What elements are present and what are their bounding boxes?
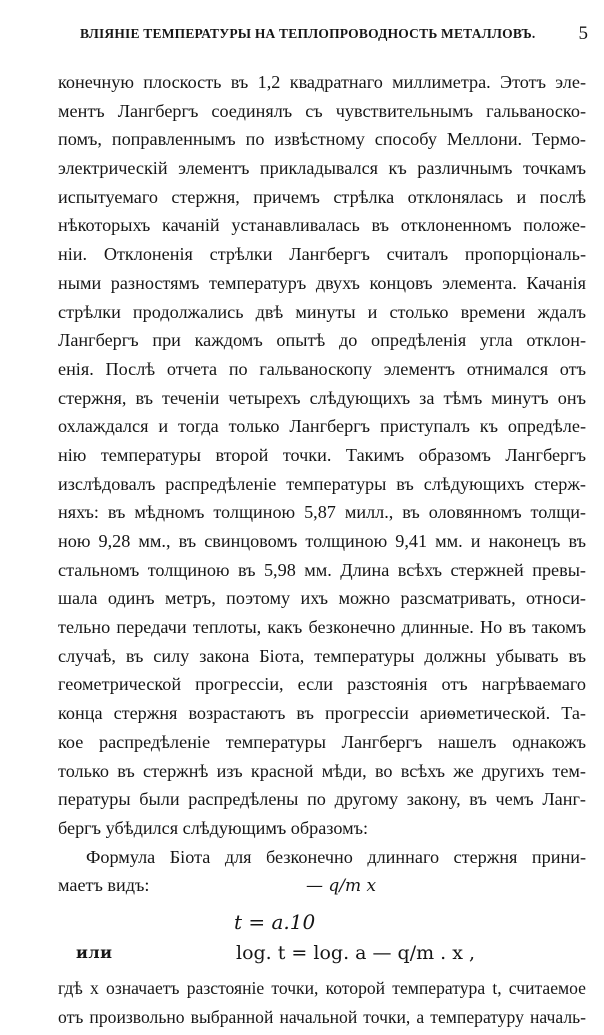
text-line: ментъ Лангбергъ соединялъ съ чувствительнымъ гальваноско- <box>58 100 586 121</box>
text-line: Формула Бiота для безконечно длиннаго стержня прини- <box>86 846 586 867</box>
text-line: конечную плоскость въ 1,2 квадратнаго миллиметра. Этотъ эле- <box>58 72 586 92</box>
formula-connector: или <box>76 943 113 962</box>
body-text <box>58 68 586 900</box>
text-line: изслѣдовалъ распредѣленiе температуры въ слѣдующихъ стерж- <box>58 473 586 494</box>
text-line: пературы были распредѣлены по другому закону, въ чемъ Ланг- <box>58 789 586 810</box>
text-line: только въ стержнѣ изъ красной мѣди, во всѣхъ же другихъ тем- <box>58 760 586 781</box>
text-line: шала одинъ метръ, поэтому ихъ можно разсматривать, относи- <box>58 588 586 609</box>
text-line: кое распредѣленiе температуры Лангбергъ нашелъ однакожъ <box>58 731 586 752</box>
text-line: ною 9,28 мм., въ свинцовомъ толщиною 9,41 мм. и наконецъ въ <box>58 531 586 551</box>
text-line: конца стержня возрастаютъ въ прогрессiи ариѳметической. Та- <box>58 703 586 724</box>
page-number: 5 <box>578 23 588 44</box>
text-line: геометрической прогрессiи, если разстоянiя отъ нагрѣваемаго <box>58 674 586 695</box>
text-line: бергъ убѣдился слѣдующимъ образомъ: <box>58 817 369 838</box>
text-line: случаѣ, въ силу закона Бiота, температуры должны убывать въ <box>58 645 586 666</box>
formula-exponent: — q/m x <box>306 876 377 896</box>
body-text-after-formula <box>58 974 586 1031</box>
text-line: ными разностямъ температуръ двухъ концовъ элемента. Качанiя <box>58 272 586 293</box>
text-line: тельно передачи теплоты, какъ безконечно длинные. Но въ такомъ <box>58 617 586 638</box>
text-line: стержня, въ теченiи четырехъ слѣдующихъ за тѣмъ минутъ онъ <box>58 387 586 408</box>
text-line: помъ, поправленнымъ по извѣстному способу Меллони. Термо- <box>58 129 586 150</box>
text-line: отъ произвольно выбранной начальной точки, a температуру началь- <box>58 1006 586 1027</box>
text-line: енiя. Послѣ отчета по гальваноскопу элементъ отнимался отъ <box>58 358 586 379</box>
text-line: охлаждался и тогда только Лангбергъ приступалъ къ опредѣле- <box>58 416 586 437</box>
text-line: няхъ: въ мѣдномъ толщиною 5,87 милл., въ оловянномъ толщи- <box>58 502 586 523</box>
text-line: нiю температуры второй точки. Такимъ образомъ Лангбергъ <box>58 444 586 465</box>
text-line: испытуемаго стержня, причемъ стрѣлка отклонялась и послѣ <box>58 186 586 207</box>
running-header <box>60 23 594 50</box>
formula-equation-1: t = a.10 <box>234 910 316 934</box>
text-line: Лангбергъ при каждомъ опытѣ до опредѣленiя угла отклон- <box>58 330 586 351</box>
running-title: ВЛIЯНIЕ ТЕМПЕРАТУРЫ НА ТЕПЛОПРОВОДНОСТЬ МЕТАЛЛОВЪ. <box>80 26 536 41</box>
formula-equation-2: log. t = log. a — q/m . x , <box>236 942 476 964</box>
text-line: маетъ видъ: <box>58 875 150 896</box>
text-line: стальномъ толщиною въ 5,98 мм. Длина всѣхъ стержней превы- <box>58 559 586 580</box>
text-line: нiи. Отклоненiя стрѣлки Лангбергъ считалъ пропорцiональ- <box>58 244 586 265</box>
text-line: электрическiй элементъ прикладывался къ различнымъ точкамъ <box>58 158 586 179</box>
text-line: нѣкоторыхъ качанiй устанавливалась въ отклоненномъ положе- <box>58 215 586 236</box>
text-line: стрѣлки продолжались двѣ минуты и столько времени ждалъ <box>58 301 586 322</box>
text-line: гдѣ x означаетъ разстоянiе точки, которой температура t, считаемое <box>58 978 586 998</box>
